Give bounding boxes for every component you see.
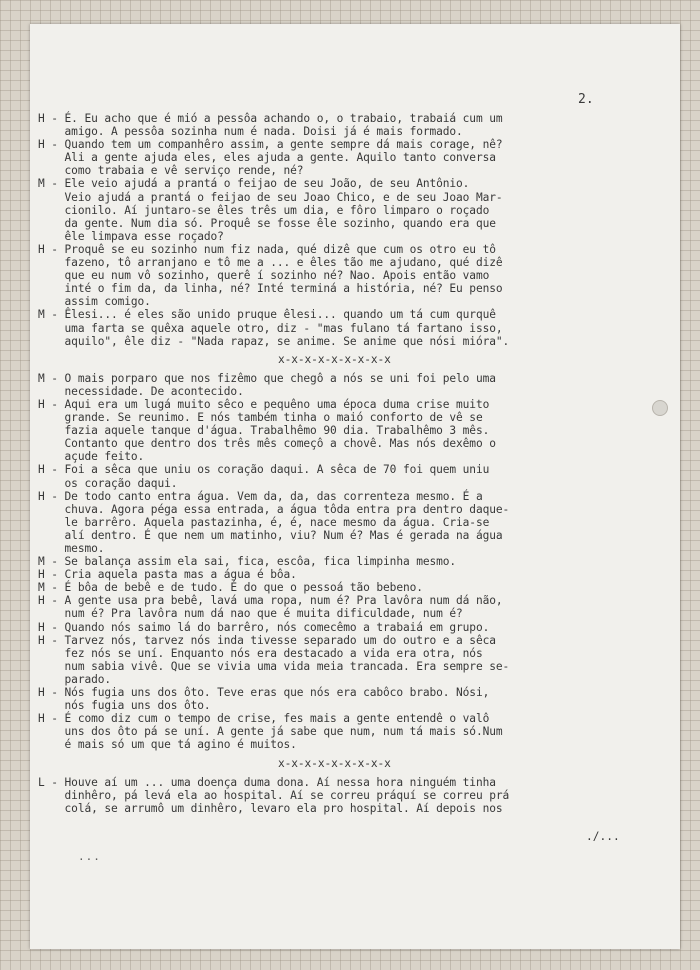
section-separator: x-x-x-x-x-x-x-x-x [278, 756, 391, 770]
text-line: M - Ele veio ajudá a prantá o feijao de seu João, de seu Antônio. [38, 177, 470, 191]
continuation-mark: ./... [586, 830, 620, 843]
text-line: colá, se arrumô um dinhêro, levaro ela pro hospital. Aí depois nos [38, 801, 503, 815]
text-line: fazia aquele tanque d'água. Trabalhêmo 90 dia. Trabalhêmo 3 mês. [38, 424, 490, 438]
text-line: inté o fim da, da linha, né? Inté terminá a história, né? Eu penso [38, 282, 503, 296]
text-line: le barrêro. Aquela pastazinha, é, é, nace mesmo da água. Cria-se [38, 515, 490, 529]
text-line: M - Êlesi... é eles são unido pruque êlesi... quando um tá cum qurquê [38, 308, 496, 322]
text-line: açude feito. [38, 450, 145, 464]
text-line: H - É como diz cum o tempo de crise, fes mais a gente entendê o valô [38, 712, 490, 726]
text-line: H - De todo canto entra água. Vem da, da, das correnteza mesmo. É a [38, 489, 483, 503]
text-line: amigo. A pessôa sozinha num é nada. Doisi já é mais formado. [38, 125, 463, 139]
text-line: H - Quando nós saimo lá do barrêro, nós comecêmo a trabaiá em grupo. [38, 620, 490, 634]
page-number: 2. [578, 92, 594, 107]
text-line: num sabia vivê. Que se vivia uma vida meia trancada. Era sempre se- [38, 659, 510, 673]
text-line: M - Se balança assim ela sai, fica, escôa, fica limpinha mesmo. [38, 555, 457, 569]
text-line: Ali a gente ajuda eles, eles ajuda a gente. Aquilo tanto conversa [38, 151, 496, 165]
transcript-body [38, 112, 668, 815]
text-line: L - Houve aí um ... uma doença duma dona. Aí nessa hora ninguém tinha [38, 775, 496, 789]
text-line: uma farta se quêxa aquele otro, diz - "mas fulano tá fartano isso, [38, 321, 503, 335]
text-line: num é? Pra lavôra num dá nao que é muita dificuldade, num é? [38, 607, 463, 621]
text-line: fazeno, tô arranjano e tô me a ... e êles tão me ajudano, qué dizê [38, 256, 503, 270]
text-line: H - Quando tem um companhêro assim, a gente sempre dá mais corage, nê? [38, 138, 503, 152]
text-line: H - É. Eu acho que é mió a pessôa achando o, o trabaio, trabaiá cum um [38, 112, 503, 125]
text-line: os coração daqui. [38, 476, 178, 490]
text-line: uns dos ôto pá se uní. A gente já sabe que num, num tá mais só.Num [38, 725, 503, 739]
text-line: nós fugia uns dos ôto. [38, 699, 211, 713]
text-line: aquilo", êle diz - "Nada rapaz, se anime. Se anime que nósi mióra". [38, 334, 510, 348]
text-line: H - Proquê se eu sozinho num fiz nada, qué dizê que cum os otro eu tô [38, 242, 496, 256]
text-line: H - Cria aquela pasta mas a água é bôa. [38, 568, 297, 582]
footer-dots: ... [78, 850, 101, 863]
text-line: como trabaia e vê serviço rende, né? [38, 164, 304, 178]
text-line: dinhêro, pá levá ela ao hospital. Aí se correu práquí se correu prá [38, 788, 510, 802]
text-line: parado. [38, 672, 111, 686]
text-line: mesmo. [38, 542, 105, 555]
text-line: H - Tarvez nós, tarvez nós inda tivesse separado um do outro e a sêca [38, 633, 496, 647]
text-line: Veio ajudá a prantá o feijao de seu Joao Chico, e de seu Joao Mar- [38, 190, 503, 204]
text-line: H - Foi a sêca que uniu os coração daqui. A sêca de 70 foi quem uniu [38, 463, 490, 477]
text-line: H - Aqui era um lugá muito sêco e pequêno uma época duma crise muito [38, 397, 490, 411]
text-line: fez nós se uní. Enquanto nós era destacado a vida era otra, nós [38, 646, 483, 660]
text-line: M - O mais porparo que nos fizêmo que chegô a nós se uni foi pelo uma [38, 371, 496, 385]
text-line: cionilo. Aí juntaro-se êles três um dia, e fôro limparo o roçado [38, 203, 490, 217]
text-line: êle limpava esse roçado? [38, 229, 224, 243]
section-separator: x-x-x-x-x-x-x-x-x [278, 352, 391, 366]
text-line: é mais só um que tá agino é muitos. [38, 738, 297, 752]
text-line: da gente. Num dia só. Proquê se fosse êle sozinho, quando era que [38, 216, 496, 230]
text-line: que eu num vô sozinho, querê í sozinho né? Nao. Apois então vamo [38, 269, 490, 283]
text-line: chuva. Agora péga essa entrada, a água tôda entra pra dentro daque- [38, 502, 510, 516]
text-line: H - A gente usa pra bebê, lavá uma ropa, num é? Pra lavôra num dá não, [38, 594, 503, 608]
text-line: H - Nós fugia uns dos ôto. Teve eras que nós era cabôco brabo. Nósi, [38, 686, 490, 700]
text-line: M - É bôa de bebê e de tudo. É do que o pessoá tão bebeno. [38, 581, 423, 595]
text-line: grande. Se reunimo. E nós também tinha o maió conforto de vê se [38, 411, 483, 425]
text-line: Contanto que dentro dos três mês começô a chovê. Mas nós dexêmo o [38, 437, 496, 451]
text-line: necessidade. De acontecido. [38, 384, 244, 398]
text-line: assim comigo. [38, 295, 151, 309]
text-line: alí dentro. É que nem um matinho, viu? Num é? Mas é gerada na água [38, 528, 503, 542]
